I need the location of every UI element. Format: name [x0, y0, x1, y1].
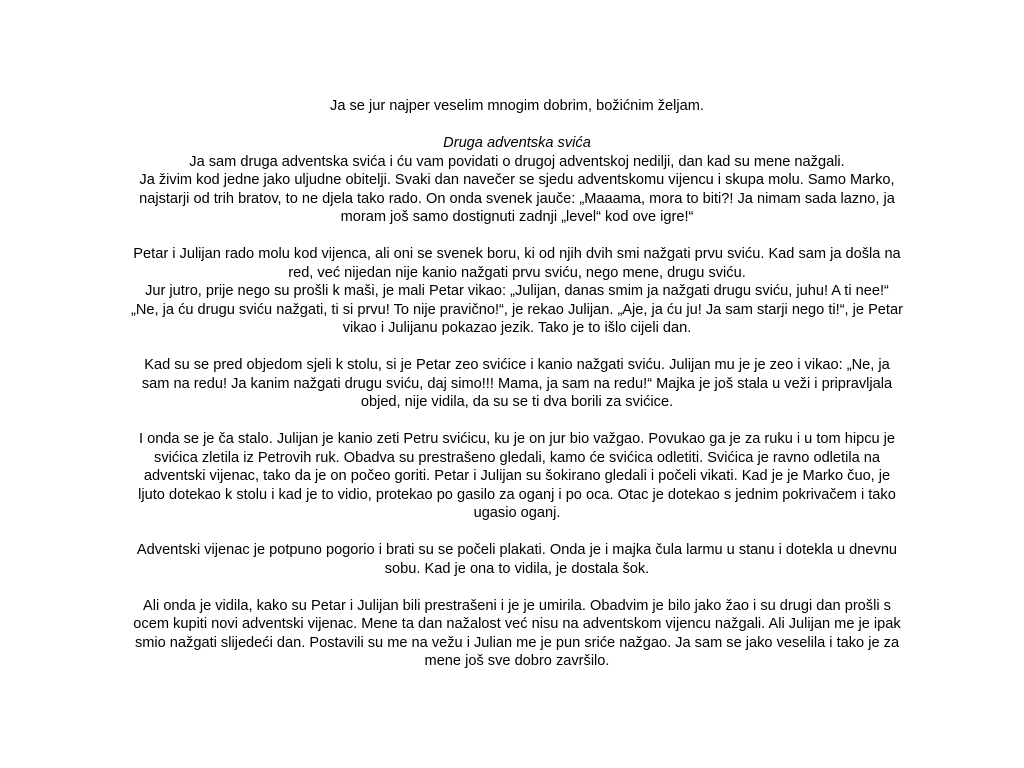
spacer — [130, 227, 904, 246]
intro-line: Ja se jur najper veselim mnogim dobrim, božićnim željam. — [330, 98, 704, 114]
story-title: Druga adventska svića — [443, 135, 591, 151]
paragraph: Petar i Julijan rado molu kod vijenca, ali oni se svenek boru, ki od njih dvih smi nažgati prvu sviću. Kad sam ja došla na red, već nijedan nije kanio nažgati prvu sviću, nego mene, drugu sviću. — [133, 246, 901, 281]
paragraph: I onda se je ča stalo. Julijan je kanio zeti Petru svićicu, ku je on jur bio važgao. Povukao ga je za ruku i u tom hipcu je svićica zletila iz Petrovih ruk. Obadva su prestrašeno gledali, kamo će svićica odletiti. Svićica je ravno odletila na adventski vijenac, tako da je on počeo goriti. Petar i Julijan su šokirano gledali i počeli vikati. Kad je je Marko čuo, je ljuto dotekao k stolu i kad je to vidio, protekao po gasilo za oganj i po oca. Otac je dotekao s jednim pokrivačem i tako ugasio oganj. — [138, 431, 896, 521]
paragraph: Jur jutro, prije nego su prošli k maši, je mali Petar vikao: „Julijan, danas smim ja nažgati drugu sviću, juhu! A ti nee!“ „Ne, ja ću drugu sviću nažgati, ti si prvu! To nije pravično!“, je rekao Julijan. „Aje, ja ću ju! Ja sam starji nego ti!“, je Petar vikao i Julijanu pokazao jezik. Tako je to išlo cijeli dan. — [131, 283, 903, 336]
paragraph: Ali onda je vidila, kako su Petar i Julijan bili prestrašeni i je je umirila. Obadvim je bilo jako žao i su drugi dan prošli s ocem kupiti novi adventski vijenac. Mene ta dan nažalost već nisu na adventskom vijencu nažgali. Ali Julijan me je ipak smio nažgati slijedeći dan. Postavili su me na vežu i Julian me je pun sriće nažgao. Ja sam se jako veselila i tako je za mene još sve dobro završilo. — [133, 597, 901, 669]
spacer — [130, 338, 904, 357]
paragraph: Ja sam druga adventska svića i ću vam povidati o drugoj adventskoj nedilji, dan kad su mene nažgali. — [189, 153, 845, 170]
spacer — [130, 412, 904, 431]
spacer — [130, 116, 904, 135]
spacer — [130, 523, 904, 542]
paragraph: Ja živim kod jedne jako uljudne obitelji. Svaki dan navečer se sjedu adventskomu vijencu i skupa molu. Samo Marko, najstarji od trih bratov, to ne djela tako rado. On onda svenek jauče: „Maaama, mora to biti?! Ja nimam sada lazno, ja moram još samo dostignuti zadnji „level“ kod ove igre!“ — [139, 172, 895, 225]
paragraph: Kad su se pred objedom sjeli k stolu, si je Petar zeo svićice i kanio nažgati sviću. Julijan mu je je zeo i vikao: „Ne, ja sam na redu! Ja kanim nažgati drugu sviću, daj simo!!! Mama, ja sam na redu!“ Majka je još stala u veži i pripravljala objed, nije vidila, da su se ti dva borili za svićice. — [141, 357, 893, 410]
document-body — [130, 97, 904, 671]
spacer — [130, 578, 904, 597]
paragraph: Adventski vijenac je potpuno pogorio i brati su se počeli plakati. Onda je i majka čula larmu u stanu i dotekla u dnevnu sobu. Kad je ona to vidila, je dostala šok. — [136, 542, 898, 577]
